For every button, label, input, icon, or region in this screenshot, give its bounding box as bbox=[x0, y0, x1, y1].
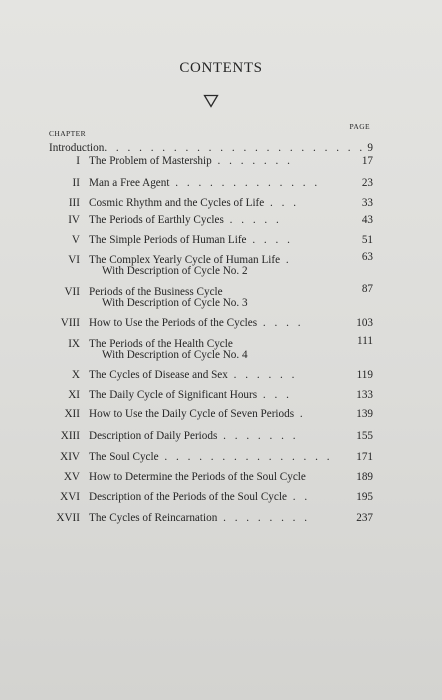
toc-entry-title: Introduction. . . . . . . . . . . . . . . . . . . . . . . bbox=[49, 142, 366, 154]
page-title: CONTENTS bbox=[179, 60, 263, 76]
page-column-header: PAGE bbox=[349, 122, 370, 131]
toc-entry-title: How to Use the Daily Cycle of Seven Periods . bbox=[89, 408, 306, 420]
toc-entry-page: 9 bbox=[367, 142, 373, 154]
toc-entry-page: 17 bbox=[361, 155, 373, 167]
chapter-number: XVII bbox=[56, 512, 80, 524]
toc-entry-page: 139 bbox=[356, 408, 373, 420]
toc-entry-title: The Daily Cycle of Significant Hours . . . bbox=[89, 389, 292, 401]
dot-leader: . . . . . . . bbox=[211, 155, 293, 167]
chapter-number: XIV bbox=[60, 451, 80, 463]
toc-entry-title: The Complex Yearly Cycle of Human Life . bbox=[89, 254, 292, 266]
dot-leader: . bbox=[294, 408, 306, 420]
chapter-number: VIII bbox=[60, 317, 80, 329]
toc-entry-title: The Simple Periods of Human Life . . . . bbox=[89, 234, 293, 246]
toc-entry-page: 23 bbox=[361, 177, 373, 189]
dot-leader: . . . . bbox=[257, 317, 304, 329]
dot-leader: . . . . . . bbox=[227, 369, 298, 381]
toc-entry-page: 189 bbox=[356, 471, 373, 483]
chapter-number: XIII bbox=[60, 430, 80, 442]
toc-entry-title: The Cycles of Disease and Sex . . . . . . bbox=[89, 369, 298, 381]
dot-leader: . . . . . . . bbox=[217, 430, 299, 442]
toc-entry-title: The Periods of the Health Cycle bbox=[89, 338, 233, 350]
triangle-ornament-icon bbox=[203, 94, 219, 108]
toc-entry-page: 237 bbox=[356, 512, 373, 524]
toc-entry-page: 119 bbox=[356, 369, 373, 381]
dot-leader: . . . bbox=[264, 197, 300, 209]
chapter-number: XVI bbox=[60, 491, 80, 503]
toc-entry-title: How to Determine the Periods of the Soul Cycle bbox=[89, 471, 306, 483]
chapter-number: IV bbox=[68, 214, 80, 226]
chapter-number: V bbox=[71, 234, 80, 246]
toc-entry-subtitle: With Description of Cycle No. 2 bbox=[102, 265, 248, 277]
toc-entry-subtitle: With Description of Cycle No. 4 bbox=[102, 349, 248, 361]
dot-leader: . . . . . . . . bbox=[217, 512, 311, 524]
dot-leader: . . . . . . . . . . . . . . . . . . . . . . . bbox=[104, 142, 366, 154]
chapter-number: III bbox=[68, 197, 80, 209]
dot-leader: . . . . . . . . . . . . . . . bbox=[158, 451, 333, 463]
toc-entry-page: 171 bbox=[356, 451, 373, 463]
chapter-number: VII bbox=[64, 286, 80, 298]
dot-leader: . . . bbox=[257, 389, 292, 401]
chapter-number: I bbox=[76, 155, 80, 167]
toc-entry-title: The Cycles of Reincarnation . . . . . . . . bbox=[89, 512, 311, 524]
toc-entry-page: 103 bbox=[356, 317, 373, 329]
toc-entry-title: The Soul Cycle . . . . . . . . . . . . . . . bbox=[89, 451, 333, 463]
toc-entry-page: 87 bbox=[361, 283, 373, 295]
toc-entry-title: The Problem of Mastership . . . . . . . bbox=[89, 155, 293, 167]
toc-entry-title: How to Use the Periods of the Cycles . . . . bbox=[89, 317, 304, 329]
toc-entry-page: 133 bbox=[356, 389, 373, 401]
toc-entry-title: Man a Free Agent . . . . . . . . . . . . . bbox=[89, 177, 321, 189]
toc-entry-page: 195 bbox=[356, 491, 373, 503]
toc-entry-page: 33 bbox=[361, 197, 373, 209]
toc-entry-title: The Periods of Earthly Cycles . . . . . bbox=[89, 214, 282, 226]
chapter-number: XV bbox=[63, 471, 80, 483]
toc-entry-title: Periods of the Business Cycle bbox=[89, 286, 223, 298]
toc-entry-title: Cosmic Rhythm and the Cycles of Life . . . bbox=[89, 197, 300, 209]
dot-leader: . . . . . . . . . . . . . bbox=[169, 177, 321, 189]
toc-entry-title: Description of the Periods of the Soul Cycle . . bbox=[89, 491, 311, 503]
chapter-number: XI bbox=[68, 389, 80, 401]
chapter-number: XII bbox=[64, 408, 80, 420]
toc-entry-page: 63 bbox=[361, 251, 373, 263]
dot-leader: . bbox=[280, 254, 292, 266]
toc-entry-subtitle: With Description of Cycle No. 3 bbox=[102, 297, 248, 309]
chapter-number: II bbox=[72, 177, 80, 189]
toc-entry-page: 51 bbox=[361, 234, 373, 246]
dot-leader: . . . . . bbox=[223, 214, 282, 226]
chapter-number: IX bbox=[68, 338, 80, 350]
chapter-number: VI bbox=[68, 254, 80, 266]
chapter-number: X bbox=[71, 369, 80, 381]
toc-entry-page: 111 bbox=[357, 335, 373, 347]
toc-entry-page: 43 bbox=[361, 214, 373, 226]
toc-entry-page: 155 bbox=[356, 430, 373, 442]
chapter-column-header: CHAPTER bbox=[49, 129, 86, 138]
toc-entry-title: Description of Daily Periods . . . . . . . bbox=[89, 430, 299, 442]
dot-leader: . . bbox=[286, 491, 311, 503]
dot-leader: . . . . bbox=[246, 234, 293, 246]
